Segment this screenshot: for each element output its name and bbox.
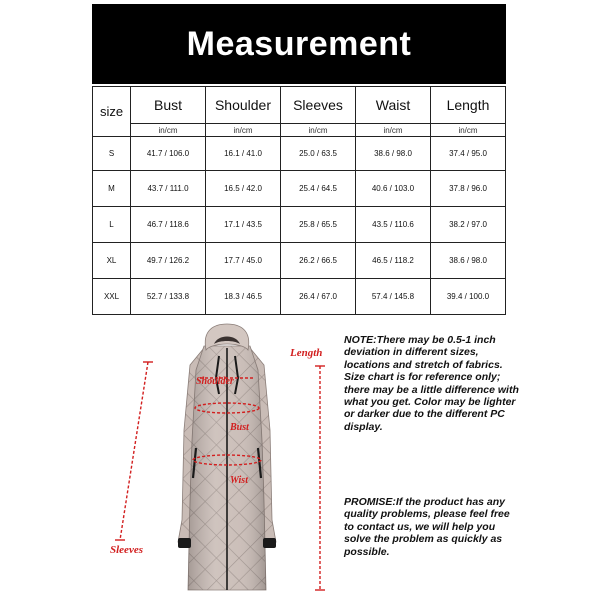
- cell-waist: 43.5 / 110.6: [356, 207, 431, 243]
- sleeves-label: Sleeves: [110, 544, 143, 556]
- unit-label: in/cm: [431, 124, 506, 137]
- sleeves-measure-line: [120, 362, 148, 540]
- left-cuff: [178, 538, 191, 548]
- table-row: [93, 207, 506, 243]
- unit-row: [93, 124, 506, 137]
- cell-sleeves: 26.2 / 66.5: [281, 243, 356, 279]
- size-column-header: size: [93, 87, 131, 137]
- cell-shoulder: 16.5 / 42.0: [206, 171, 281, 207]
- table-row: [93, 171, 506, 207]
- page-title: Measurement: [186, 24, 412, 63]
- size-label: XXL: [93, 279, 131, 315]
- cell-waist: 57.4 / 145.8: [356, 279, 431, 315]
- column-header-shoulder: Shoulder: [206, 87, 281, 124]
- right-cuff: [263, 538, 276, 548]
- cell-sleeves: 26.4 / 67.0: [281, 279, 356, 315]
- cell-shoulder: 16.1 / 41.0: [206, 137, 281, 171]
- waist-label: Wist: [230, 475, 248, 486]
- column-header-waist: Waist: [356, 87, 431, 124]
- cell-shoulder: 18.3 / 46.5: [206, 279, 281, 315]
- size-label: XL: [93, 243, 131, 279]
- cell-length: 37.4 / 95.0: [431, 137, 506, 171]
- table-row: [93, 279, 506, 315]
- column-header-length: Length: [431, 87, 506, 124]
- size-label: L: [93, 207, 131, 243]
- unit-label: in/cm: [281, 124, 356, 137]
- size-chart-table: [92, 86, 506, 315]
- table-header-row: [93, 87, 506, 124]
- cell-length: 38.2 / 97.0: [431, 207, 506, 243]
- cell-bust: 52.7 / 133.8: [131, 279, 206, 315]
- column-header-bust: Bust: [131, 87, 206, 124]
- size-label: M: [93, 171, 131, 207]
- cell-shoulder: 17.7 / 45.0: [206, 243, 281, 279]
- note-text: NOTE:There may be 0.5-1 inch deviation in different sizes, locations and stretch of fabrics. Size chart is for reference only; there may be a little difference with what you get. Color may be lighter or darker due to the different PC display.: [344, 334, 519, 433]
- cell-waist: 40.6 / 103.0: [356, 171, 431, 207]
- coat-measurement-diagram: [92, 320, 332, 595]
- table-row: [93, 243, 506, 279]
- cell-sleeves: 25.4 / 64.5: [281, 171, 356, 207]
- cell-bust: 46.7 / 118.6: [131, 207, 206, 243]
- cell-bust: 49.7 / 126.2: [131, 243, 206, 279]
- length-label: Length: [290, 347, 323, 359]
- cell-length: 38.6 / 98.0: [431, 243, 506, 279]
- promise-text: PROMISE:If the product has any quality problems, please feel free to contact us, we will help you solve the problem as quickly as possible.: [344, 496, 510, 558]
- column-header-sleeves: Sleeves: [281, 87, 356, 124]
- shoulder-label: Shoulder: [196, 376, 234, 387]
- cell-waist: 38.6 / 98.0: [356, 137, 431, 171]
- unit-label: in/cm: [206, 124, 281, 137]
- cell-sleeves: 25.0 / 63.5: [281, 137, 356, 171]
- coat-image: [178, 324, 276, 590]
- cell-shoulder: 17.1 / 43.5: [206, 207, 281, 243]
- cell-waist: 46.5 / 118.2: [356, 243, 431, 279]
- cell-bust: 41.7 / 106.0: [131, 137, 206, 171]
- size-label: S: [93, 137, 131, 171]
- unit-label: in/cm: [356, 124, 431, 137]
- table-row: [93, 137, 506, 171]
- unit-label: in/cm: [131, 124, 206, 137]
- bust-label: Bust: [230, 422, 249, 433]
- cell-length: 39.4 / 100.0: [431, 279, 506, 315]
- cell-length: 37.8 / 96.0: [431, 171, 506, 207]
- cell-bust: 43.7 / 111.0: [131, 171, 206, 207]
- cell-sleeves: 25.8 / 65.5: [281, 207, 356, 243]
- title-banner: [92, 4, 506, 84]
